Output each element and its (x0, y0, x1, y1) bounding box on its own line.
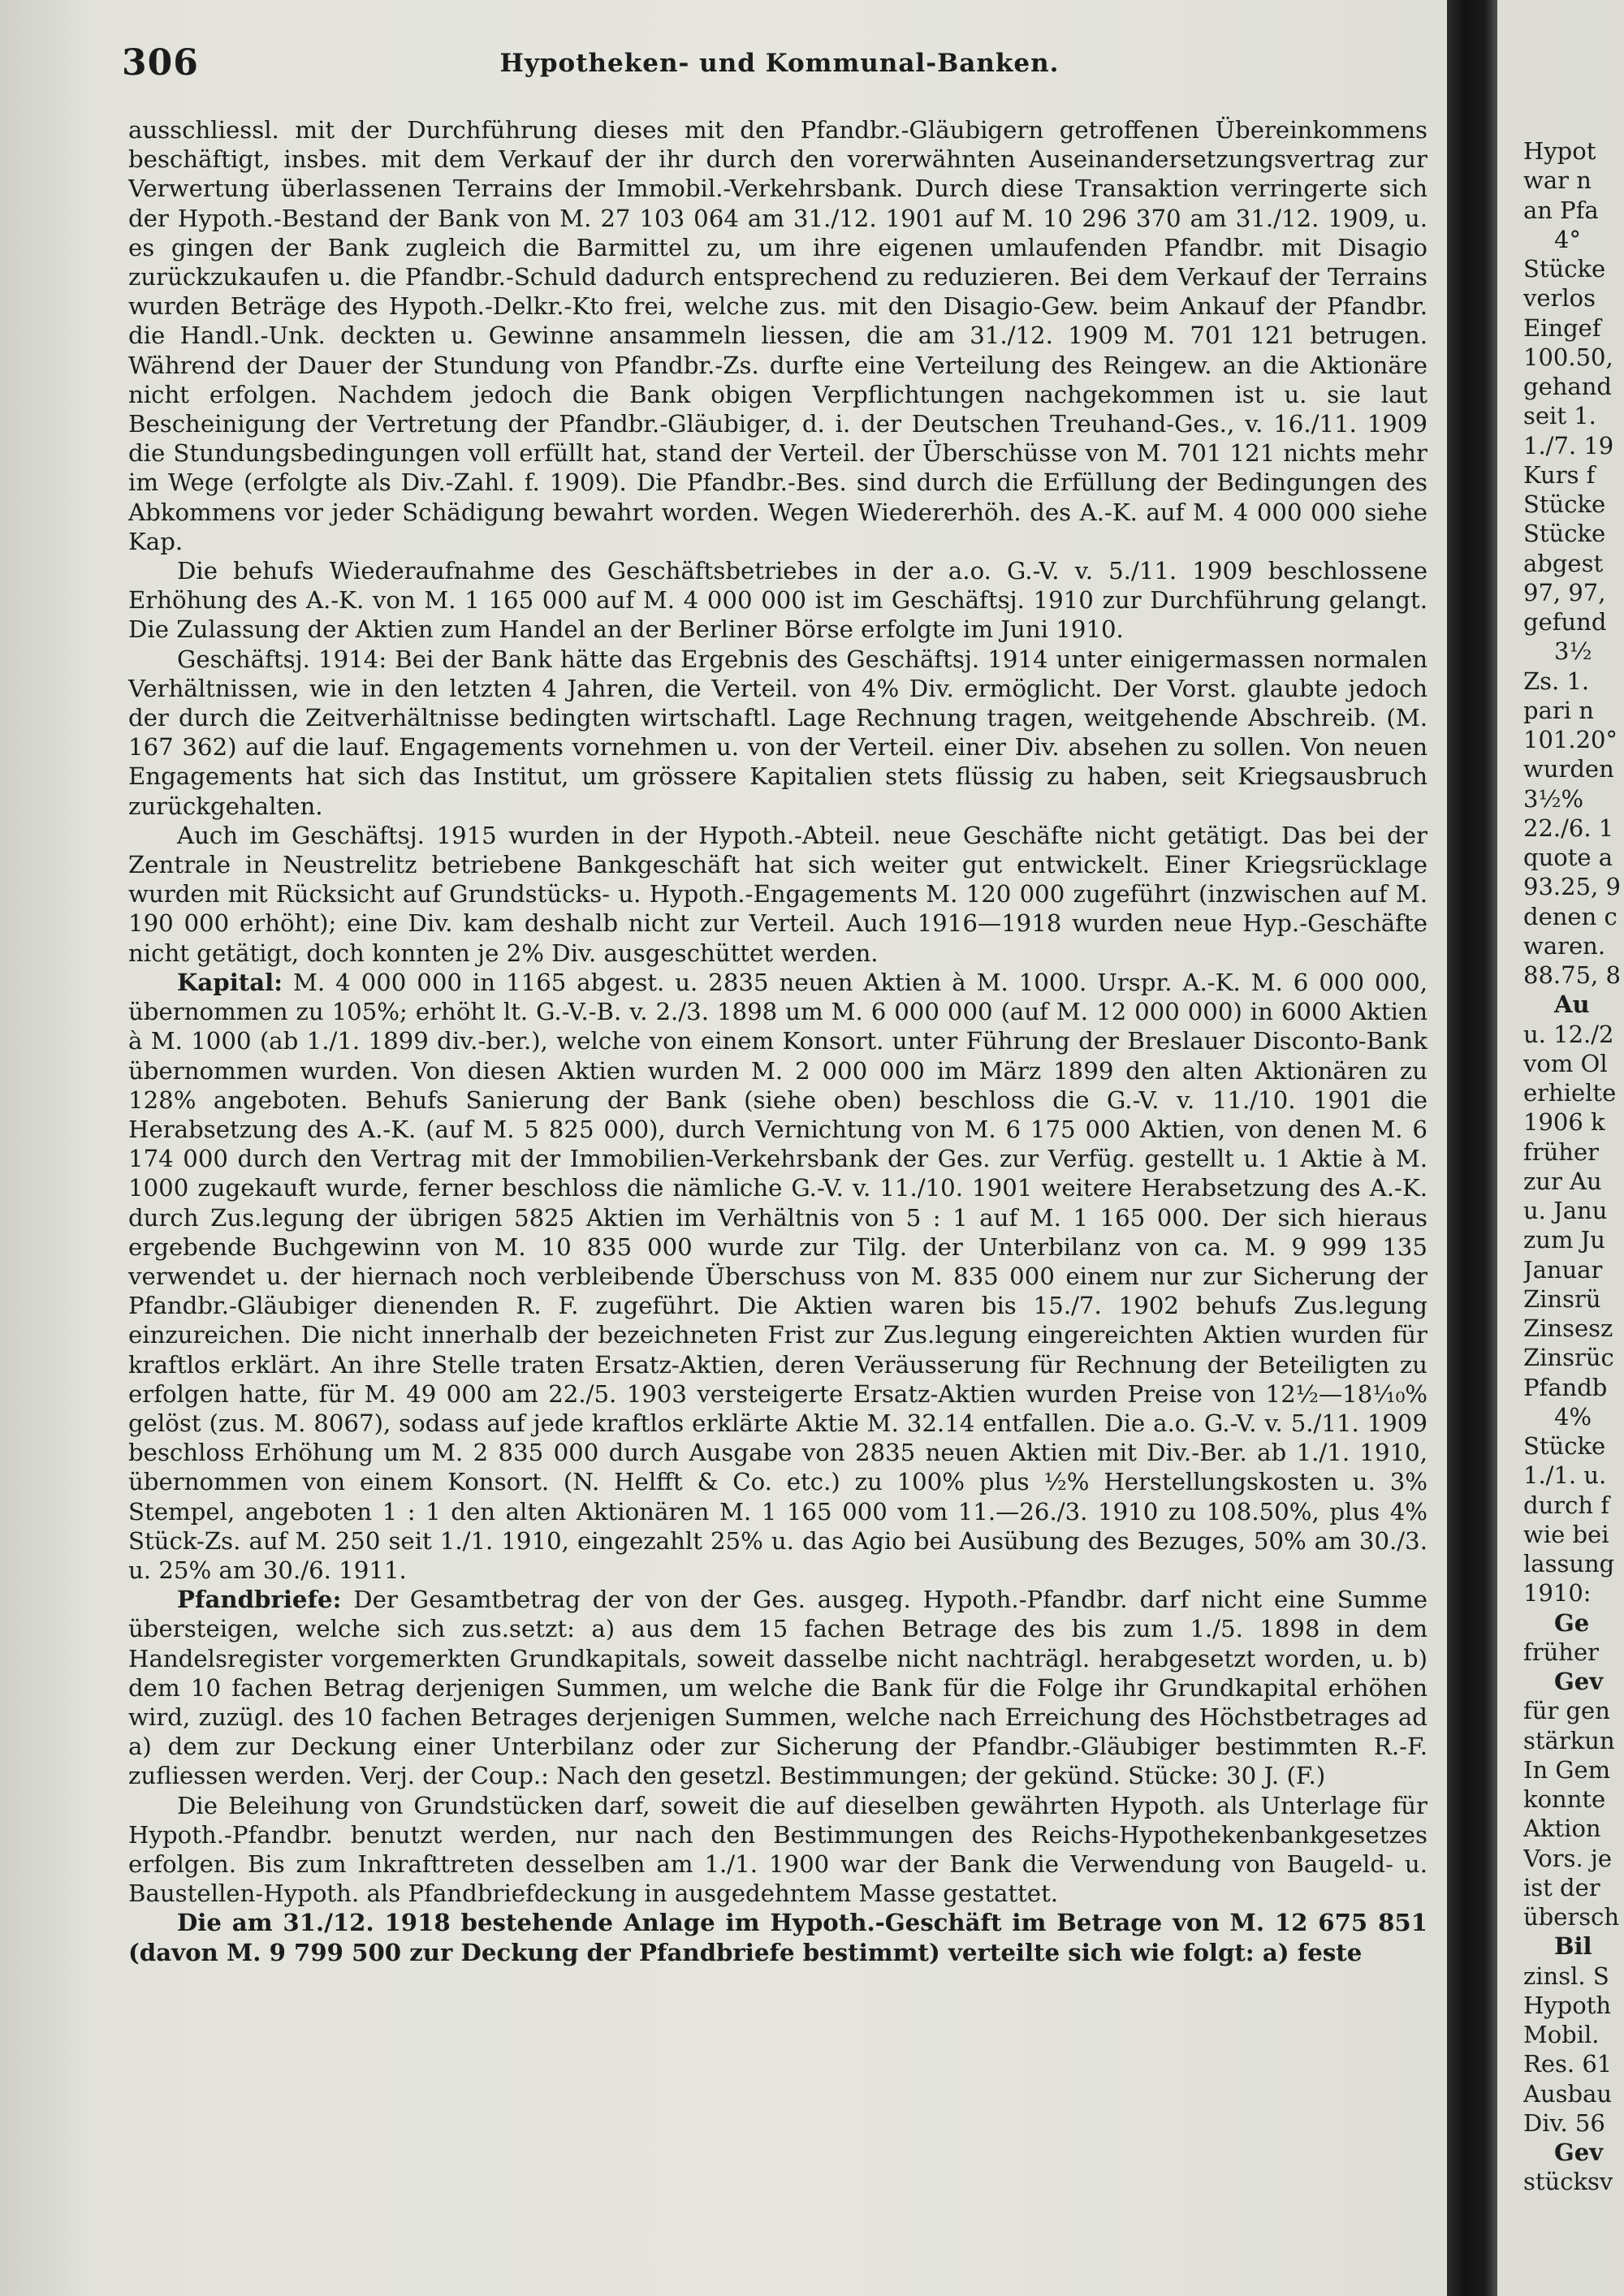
fragment-line: stücksv (1523, 2168, 1613, 2196)
fragment-line: wie bei (1523, 1520, 1609, 1548)
fragment-line: Gev (1554, 2138, 1604, 2166)
pfandbriefe-text: Der Gesamtbetrag der von der Ges. ausgeg. Hypoth.-Pfandbr. darf nicht eine Summe übersteigen, welche sich zus.setzt: a) aus dem 15 fachen Betrage des bis zum 1./5. 1898 in dem Handelsregister vorgemerkten Grundkapitals, soweit dasselbe nicht nachträgl. herabgesetzt worden, u. b) dem 10 fachen Betrag derjenigen Summen, um welche die Bank für die Folge ihr Grundkapital erhöhen wird, zuzügl. des 10 fachen Betrages derjenigen Summen, welche nach Erreichung des Höchstbetrages ad a) dem zur Deckung einer Unterbilanz oder zur Sicherung der Pfandbr.-Gläubiger bestimmten R.-F. zufliessen werden. Verj. der Coup.: Nach den gesetzl. Bestimmungen; der gekünd. Stücke: 30 J. (F.) (128, 1586, 1428, 1790)
fragment-line: Zinsesz (1523, 1314, 1613, 1342)
paragraph-hypothek-bestand: ausschliessl. mit der Durchführung dieses mit den Pfandbr.-Gläubigern getroffenen Übereinkommens beschäftigt, insbes. mit dem Verkauf der ihr durch den vorerwähnten Auseinandersetzungsvertrag zur Verwertung überlassenen Terrains der Immobil.-Verkehrsbank. Durch diese Transaktion verringerte sich der Hypoth.-Bestand der Bank von M. 27 103 064 am 31./12. 1901 auf M. 10 296 370 am 31./12. 1909, u. es gingen der Bank zugleich die Barmittel zu, um ihre eigenen umlaufenden Pfandbr. mit Disagio zurückzukaufen u. die Pfandbr.-Schuld dadurch entsprechend zu reduzieren. Bei dem Verkauf der Terrains wurden Beträge des Hypoth.-Delkr.-Kto frei, welche zus. mit den Disagio-Gew. beim Ankauf der Pfandbr. die Handl.-Unk. deckten u. Gewinne ansammeln liessen, die am 31./12. 1909 M. 701 121 betrugen. Während der Dauer der Stundung von Pfandbr.-Zs. durfte eine Verteilung des Reingew. an die Aktionäre nicht erfolgen. Nachdem jedoch die Bank obigen Verpflichtungen nachgekommen ist u. sie laut Bescheinigung der Vertretung der Pfandbr.-Gläubiger, d. i. der Deutschen Treuhand-Ges., v. 16./11. 1909 die Stundungsbedingungen voll erfüllt hat, stand der Verteil. der Überschüsse von M. 701 121 nichts mehr im Wege (erfolgte als Div.-Zahl. f. 1909). Die Pfandbr.-Bes. sind durch die Erfüllung der Bedingungen des Abkommens vor jeder Schädigung bewahrt worden. Wegen Wiedererhöh. des A.-K. auf M. 4 000 000 siehe Kap. (128, 116, 1427, 555)
paragraph-kapital (128, 968, 1427, 1585)
fragment-line: vom Ol (1523, 1049, 1608, 1077)
fragment-line: zum Ju (1523, 1226, 1605, 1254)
paragraph-anlage-hypothek: Die am 31./12. 1918 bestehende Anlage im Hypoth.-Geschäft im Betrage von M. 12 675 851 (davon M. 9 799 500 zur Deckung der Pfandbriefe bestimmt) verteilte sich wie folgt: a) feste (128, 1909, 1427, 1966)
fragment-line: pari n (1523, 696, 1594, 724)
fragment-line: gehand (1523, 373, 1612, 400)
fragment-line: für gen (1523, 1697, 1610, 1725)
fragment-line: denen c (1523, 902, 1618, 930)
fragment-line: früher (1523, 1137, 1599, 1166)
fragment-line: In Gem (1523, 1755, 1611, 1784)
kapital-label: Kapital: (177, 968, 283, 996)
fragment-line: Ausbau (1523, 2079, 1613, 2108)
fragment-line: 1906 k (1523, 1108, 1605, 1137)
fragment-line: Stücke (1523, 520, 1606, 548)
fragment-line: zur Au (1523, 1167, 1602, 1195)
fragment-line: 1./1. u. (1523, 1461, 1607, 1490)
fragment-line: Pfandb (1523, 1373, 1608, 1401)
fragment-line: abgest (1523, 549, 1604, 577)
fragment-line: Stücke (1523, 1432, 1606, 1460)
fragment-line: Eingef (1523, 313, 1601, 342)
page-header (122, 42, 1437, 99)
fragment-line: ist der (1523, 1873, 1600, 1901)
fragment-line: früher (1523, 1638, 1599, 1666)
fragment-line: Zinsrü (1523, 1284, 1601, 1313)
fragment-line: u. Janu (1523, 1197, 1608, 1224)
running-title: Hypotheken- und Kommunal-Banken. (499, 49, 1060, 78)
fragment-line: stärkun (1523, 1726, 1615, 1754)
fragment-line: Stücke (1523, 490, 1606, 518)
fragment-line: war n (1523, 166, 1592, 195)
fragment-line: wurden (1523, 755, 1614, 783)
fragment-line: u. 12./2 (1523, 1020, 1614, 1048)
fragment-line: Au (1554, 990, 1590, 1019)
fragment-line: verlos (1523, 284, 1596, 313)
fragment-line: Stücke (1523, 255, 1606, 283)
fragment-line: 22./6. 1 (1523, 814, 1614, 842)
fragment-line: 4° (1554, 225, 1581, 253)
fragment-line: Zs. 1. (1523, 667, 1590, 695)
fragment-line: lassung (1523, 1550, 1615, 1577)
fragment-line: 101.20° (1523, 726, 1618, 753)
fragment-line: Ge (1554, 1608, 1590, 1637)
fragment-line: Aktion (1523, 1815, 1601, 1843)
fragment-line: Januar (1523, 1255, 1603, 1284)
fragment-line: 1910: (1523, 1579, 1592, 1608)
fragment-line: gefund (1523, 608, 1607, 636)
fragment-line: konnte (1523, 1785, 1606, 1813)
fragment-line: Zinsrüc (1523, 1344, 1614, 1372)
fragment-line: 97, 97, (1523, 578, 1606, 606)
fragment-line: seit 1. (1523, 402, 1596, 430)
fragment-line: Bil (1554, 1932, 1592, 1961)
fragment-line: Res. 61 (1523, 2050, 1613, 2078)
paragraph-geschaeftsjahr-1914: Geschäftsj. 1914: Bei der Bank hätte das Ergebnis des Geschäftsj. 1914 unter einigermassen normalen Verhältnissen, wie in den letzten 4 Jahren, die Verteil. von 4% Div. ermöglicht. Der Vorst. glaubte jedoch der durch die Zeitverhältnisse bedingten wirtschaftl. Lage Rechnung tragen, weitgehende Abschreib. (M. 167 362) auf die lauf. Engagements vornehmen u. von der Verteil. einer Div. absehen zu sollen. Von neuen Engagements hat sich das Institut, um grössere Kapitalien stets flüssig zu haben, seit Kriegsausbruch zurückgehalten. (128, 645, 1427, 820)
fragment-line: 3½% (1523, 784, 1584, 813)
paragraph-pfandbriefe (128, 1585, 1427, 1790)
fragment-line: an Pfa (1523, 196, 1599, 224)
paragraph-kapitalerhoehung: Die behufs Wiederaufnahme des Geschäftsbetriebes in der a.o. G.-V. v. 5./11. 1909 beschlossene Erhöhung des A.-K. von M. 1 165 000 auf M. 4 000 000 ist im Geschäftsj. 1910 zur Durchführung gelangt. Die Zulassung der Aktien zum Handel an der Berliner Börse erfolgte im Juni 1910. (128, 557, 1427, 644)
fragment-line: 93.25, 9 (1523, 873, 1621, 901)
fragment-line: durch f (1523, 1491, 1609, 1519)
page-number: 306 (122, 42, 199, 84)
fragment-line: Hypot (1523, 137, 1596, 165)
adjacent-page-fragment (1523, 0, 1624, 2296)
paragraph-beleihung: Die Beleihung von Grundstücken darf, soweit die auf dieselben gewährten Hypoth. als Unterlage für Hypoth.-Pfandbr. benutzt werden, nur nach den Bestimmungen des Reichs-Hypothekenbankgesetzes erfolgen. Bis zum Inkrafttreten desselben am 1./1. 1900 war der Bank die Verwendung von Baugeld- u. Baustellen-Hypoth. als Pfandbriefdeckung in ausgedehntem Masse gestattet. (128, 1791, 1427, 1908)
fragment-line: Hypoth (1523, 1991, 1612, 2019)
binding-gutter (1447, 0, 1497, 2296)
fragment-line: zinsl. S (1523, 1962, 1609, 1990)
fragment-line: 3½ (1554, 637, 1592, 666)
fragment-line: Mobil. (1523, 2021, 1600, 2048)
fragment-line: Gev (1554, 1668, 1604, 1695)
fragment-line: Vors. je (1523, 1844, 1613, 1872)
fragment-line: 88.75, 8 (1523, 961, 1621, 989)
main-text-column (128, 115, 1427, 1967)
fragment-line: quote a (1523, 844, 1613, 871)
kapital-text: M. 4 000 000 in 1165 abgest. u. 2835 neuen Aktien à M. 1000. Urspr. A.-K. M. 6 000 000, übernommen zu 105%; erhöht lt. G.-V.-B. v. 2./3. 1898 um M. 6 000 000 (auf M. 12 000 000) in 6000 Aktien à M. 1000 (ab 1./1. 1899 div.-ber.), welche von einem Konsort. unter Führung der Breslauer Disconto-Bank übernommen wurden. Von diesen Aktien wurden M. 2 000 000 im März 1899 den alten Aktionären zu 128% angeboten. Behufs Sanierung der Bank (siehe oben) beschloss die G.-V. v. 11./10. 1901 die Herabsetzung des A.-K. (auf M. 5 825 000), durch Vernichtung von M. 6 175 000 Aktien, von denen M. 6 174 000 durch den Vertrag mit der Immobilien-Verkehrsbank der Ges. zur Verfüg. gestellt u. 1 Aktie à M. 1000 zugekauft wurde, ferner beschloss die nämliche G.-V. v. 11./10. 1901 weitere Herabsetzung des A.-K. durch Zus.legung der übrigen 5825 Aktien im Verhältnis von 5 : 1 auf M. 1 165 000. Der sich hieraus ergebende Buchgewinn von M. 10 835 000 wurde zur Tilg. der Unterbilanz von ca. M. 9 999 135 verwendet u. der hiernach noch verbleibende Überschuss von M. 835 000 einem nur zur Sicherung der Pfandbr.-Gläubiger dienenden R. F. zugeführt. Die Aktien waren bis 15./7. 1902 behufs Zus.legung einzureichen. Die nicht innerhalb der bezeichneten Frist zur Zus.legung eingereichten Aktien wurden für kraftlos erklärt. An ihre Stelle traten Ersatz-Aktien, deren Veräusserung für Rechnung der Beteiligten zu erfolgen hatte, für M. 49 000 am 22./5. 1903 versteigerte Ersatz-Aktien wurden Preise von 12½—18⅟₁₀% gelöst (zus. M. 8067), sodass auf jede kraftlos erklärte Aktie M. 32.14 entfallen. Die a.o. G.-V. v. 5./11. 1909 beschloss Erhöhung um M. 2 835 000 durch Ausgabe von 2835 neuen Aktien mit Div.-Ber. ab 1./1. 1910, übernommen von einem Konsort. (N. Helfft & Co. etc.) zu 100% plus ½% Herstellungskosten u. 3% Stempel, angeboten 1 : 1 den alten Aktionären M. 1 165 000 vom 11.—26./3. 1910 zu 108.50%, plus 4% Stück-Zs. auf M. 250 seit 1./1. 1910, eingezahlt 25% u. das Agio bei Ausübung des Bezuges, 50% am 30./3. u. 25% am 30./6. 1911. (128, 968, 1427, 1584)
fragment-line: übersch (1523, 1903, 1620, 1931)
fragment-line: waren. (1523, 931, 1606, 960)
fragment-line: 4% (1554, 1402, 1592, 1431)
fragment-line: Div. 56 (1523, 2108, 1605, 2137)
paragraph-geschaeftsjahr-1915: Auch im Geschäftsj. 1915 wurden in der Hypoth.-Abteil. neue Geschäfte nicht getätigt. Das bei der Zentrale in Neustrelitz betriebene Bankgeschäft hat sich weiter gut entwickelt. Einer Kriegsrücklage wurden mit Rücksicht auf Grundstücks- u. Hypoth.-Engagements M. 120 000 zugeführt (inzwischen auf M. 190 000 erhöht); eine Div. kam deshalb nicht zur Verteil. Auch 1916—1918 wurden neue Hyp.-Geschäfte nicht getätigt, doch konnten je 2% Div. ausgeschüttet werden. (128, 821, 1427, 967)
fragment-line: 1./7. 19 (1523, 431, 1614, 460)
fragment-line: erhielte (1523, 1079, 1617, 1107)
fragment-line: Kurs f (1523, 460, 1596, 489)
fragment-line: 100.50, (1523, 343, 1613, 371)
pfandbriefe-label: Pfandbriefe: (177, 1586, 342, 1614)
